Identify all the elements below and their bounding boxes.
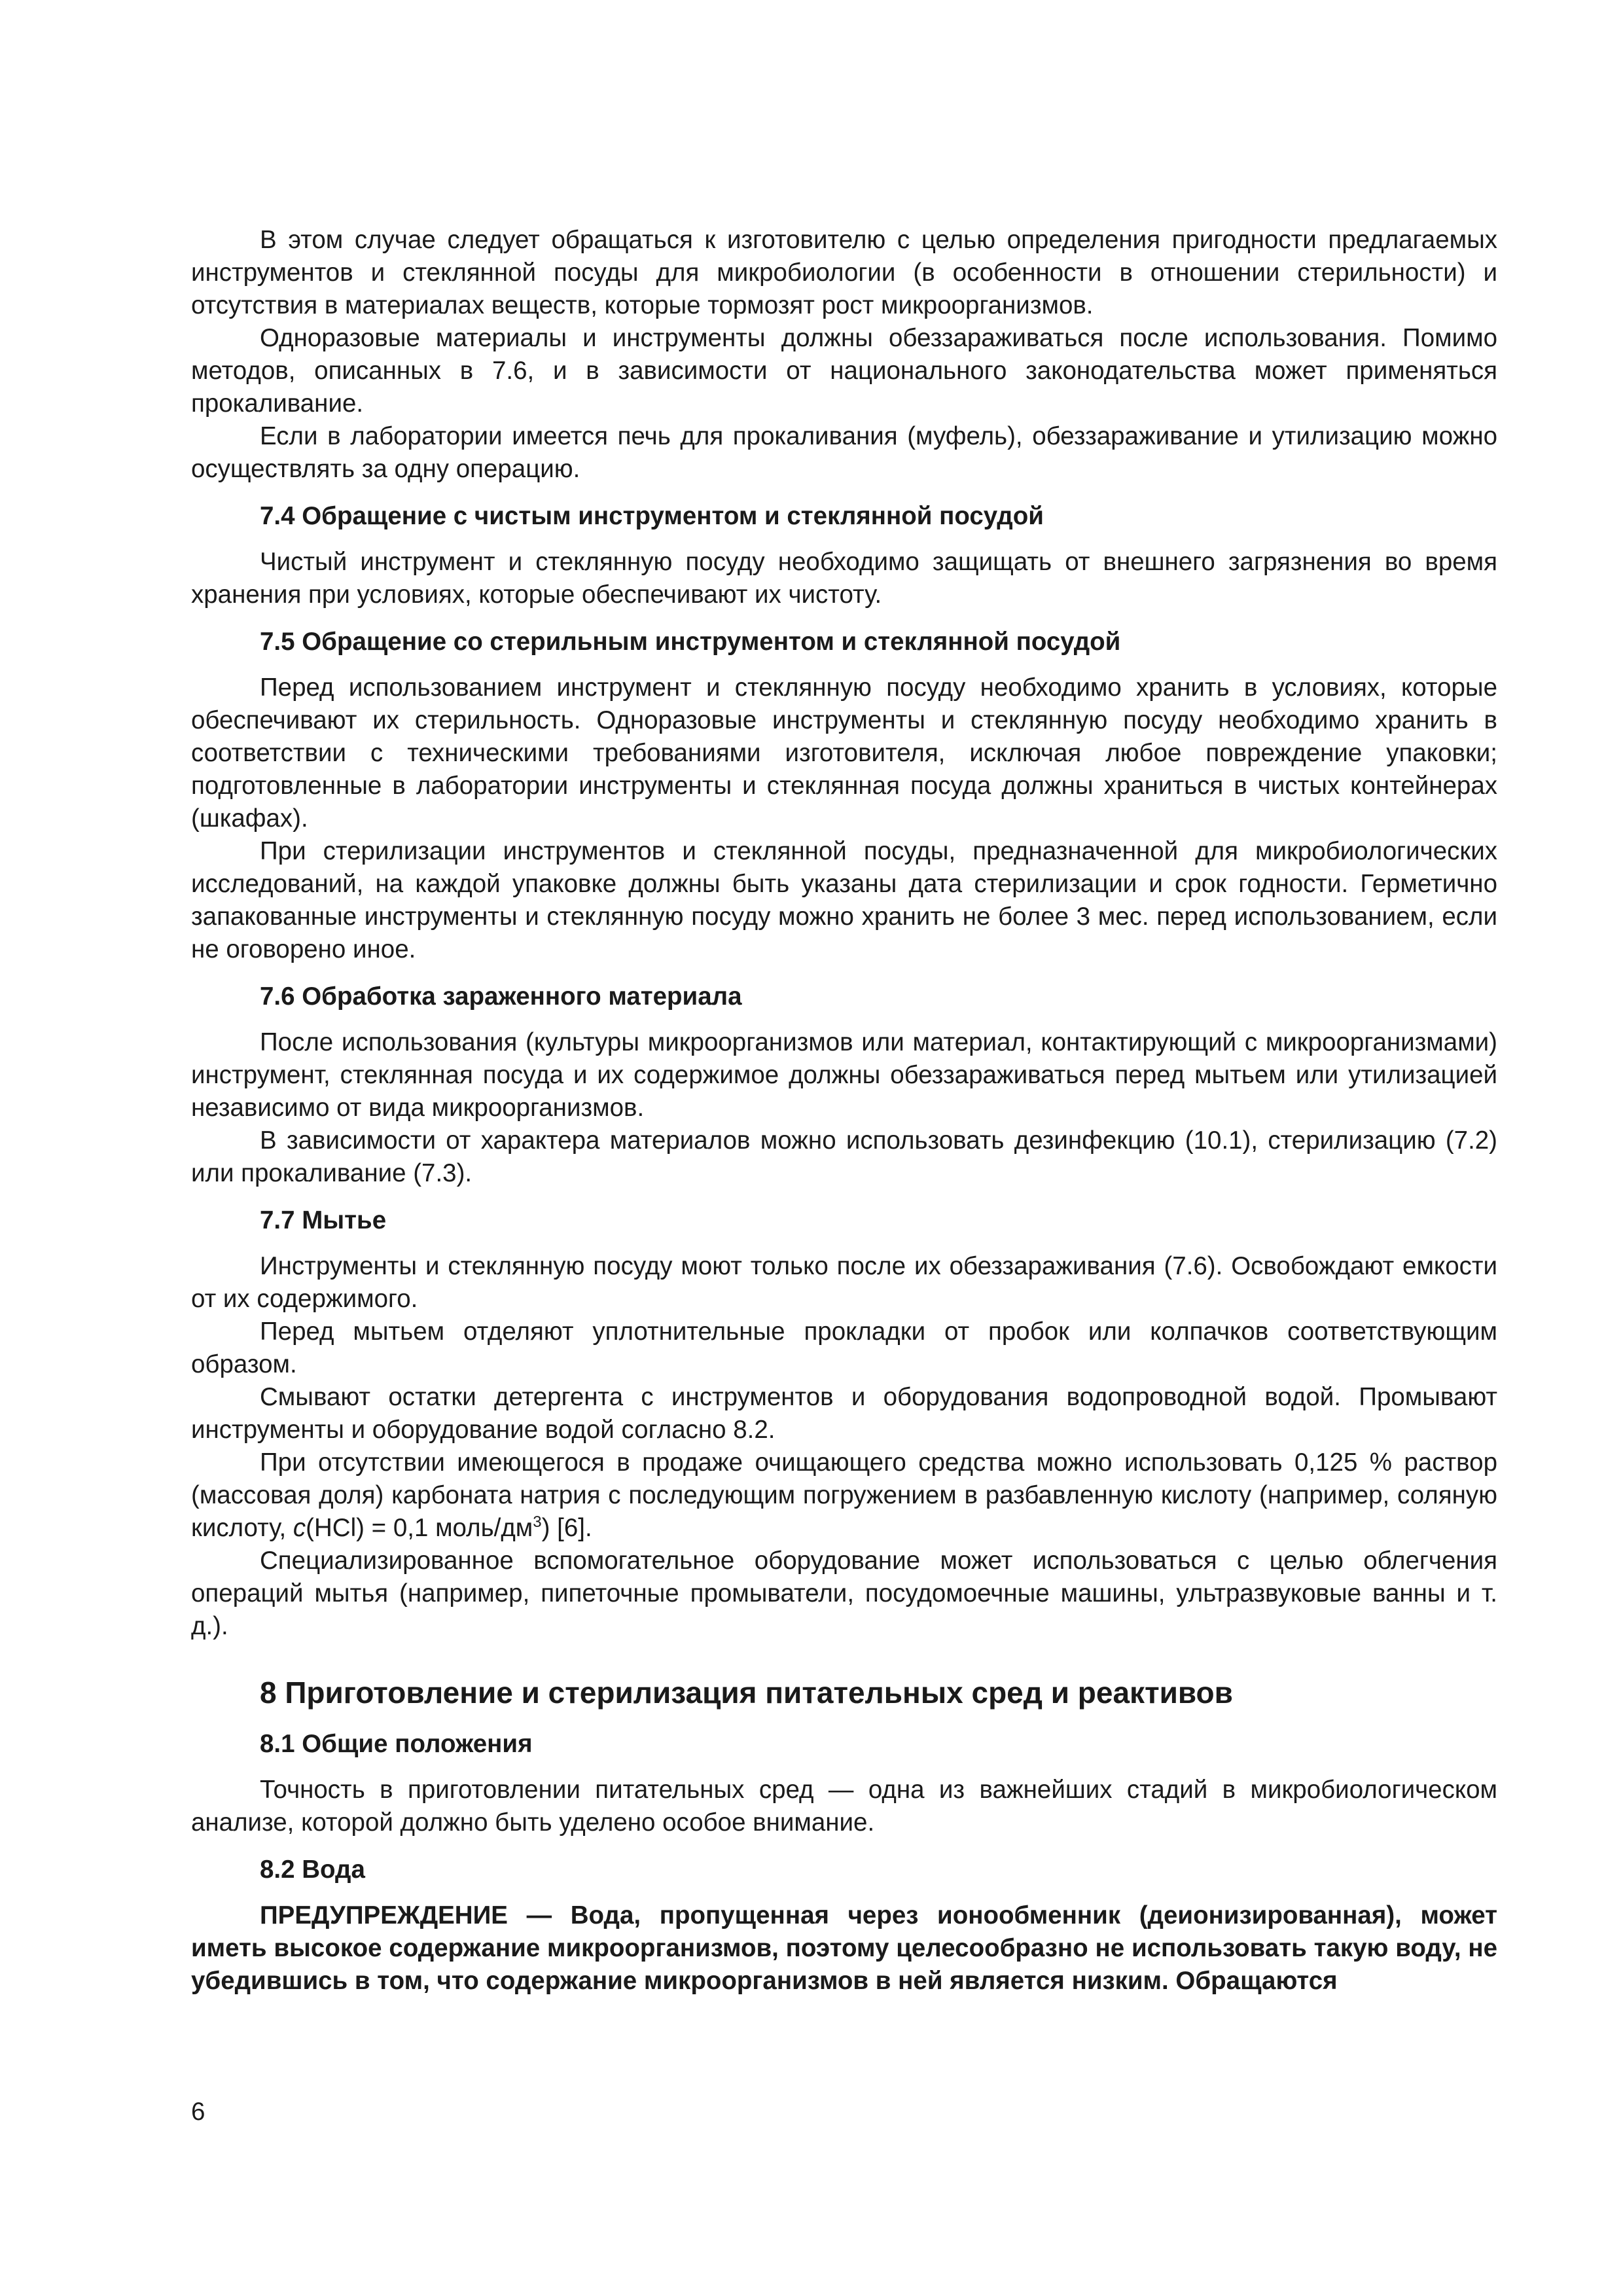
paragraph-7-6-1: После использования (культуры микроорганизмов или материал, контактирующий с микроорганизмами) инструмент, стеклянная посуда и их содержимое должны обеззараживаться перед мытьем или утилизацией независимо от вида микроорганизмов.	[191, 1028, 1497, 1122]
paragraph-7-7-3: Смывают остатки детергента с инструментов и оборудования водопроводной водой. Промывают инструменты и оборудование водой согласно 8.2.	[191, 1383, 1497, 1444]
heading-8-2: 8.2 Вода	[260, 1856, 365, 1884]
page-body	[191, 224, 1497, 1998]
heading-section-8: 8 Приготовление и стерилизация питательных сред и реактивов	[260, 1676, 1233, 1710]
heading-7-7: 7.7 Мытье	[260, 1206, 387, 1234]
heading-7-5: 7.5 Обращение со стерильным инструментом и стеклянной посудой	[260, 628, 1121, 656]
intro-paragraph-1: В этом случае следует обращаться к изготовителю с целью определения пригодности предлагаемых инструментов и стеклянной посуды для микробиологии (в особенности в отношении стерильности) и отсутствия в материалах веществ, которые тормозят рост микроорганизмов.	[191, 226, 1497, 319]
paragraph-7-6-2: В зависимости от характера материалов можно использовать дезинфекцию (10.1), стерилизацию (7.2) или прокаливание (7.3).	[191, 1126, 1497, 1187]
heading-8-1: 8.1 Общие положения	[260, 1730, 533, 1758]
formula-exponent: 3	[533, 1513, 542, 1532]
heading-7-6: 7.6 Обработка зараженного материала	[260, 982, 742, 1011]
paragraph-7-7-5: Специализированное вспомогательное оборудование может использоваться с целью облегчения операций мытья (например, пипеточные промыватели, посудомоечные машины, ультразвуковые ванны и т. д.).	[191, 1547, 1497, 1640]
page-number: 6	[191, 2098, 205, 2126]
paragraph-7-7-1: Инструменты и стеклянную посуду моют только после их обеззараживания (7.6). Освобождают емкости от их содержимого.	[191, 1252, 1497, 1313]
formula-c-symbol: c	[293, 1514, 306, 1542]
formula-text-middle: (HCl) = 0,1 моль/дм	[306, 1514, 533, 1542]
warning-8-2: ПРЕДУПРЕЖДЕНИЕ — Вода, пропущенная через ионообменник (деионизированная), может иметь высокое содержание микроорганизмов, поэтому целесообразно не использовать такую воду, не убедившись в том, что содержание микроорганизмов в ней является низким. Обращаются	[191, 1901, 1497, 1995]
formula-text-before: При отсутствии имеющегося в продаже очищающего средства можно использовать 0,125 % раствор (массовая доля) карбоната натрия с последующим погружением в разбавленную кислоту (например, соляную кислоту,	[191, 1448, 1497, 1542]
intro-paragraph-2: Одноразовые материалы и инструменты должны обеззараживаться после использования. Помимо методов, описанных в 7.6, и в зависимости от национального законодательства может применяться прокаливание.	[191, 324, 1497, 418]
paragraph-7-5-2: При стерилизации инструментов и стеклянной посуды, предназначенной для микробиологических исследований, на каждой упаковке должны быть указаны дата стерилизации и срок годности. Герметично запакованные инструменты и стеклянную посуду можно хранить не более 3 мес. перед использованием, если не оговорено иное.	[191, 837, 1497, 963]
formula-text-after: ) [6].	[541, 1514, 592, 1542]
paragraph-8-1: Точность в приготовлении питательных сред — одна из важнейших стадий в микробиологическом анализе, которой должно быть уделено особое внимание.	[191, 1776, 1497, 1837]
heading-7-4: 7.4 Обращение с чистым инструментом и стеклянной посудой	[260, 502, 1044, 530]
paragraph-7-7-2: Перед мытьем отделяют уплотнительные прокладки от пробок или колпачков соответствующим образом.	[191, 1318, 1497, 1378]
paragraph-7-5-1: Перед использованием инструмент и стеклянную посуду необходимо хранить в условиях, которые обеспечивают их стерильность. Одноразовые инструменты и стеклянную посуду необходимо хранить в соответствии с техническими требованиями изготовителя, исключая любое повреждение упаковки; подготовленные в лаборатории инструменты и стеклянная посуда должны храниться в чистых контейнерах (шкафах).	[191, 673, 1497, 833]
intro-paragraph-3: Если в лаборатории имеется печь для прокаливания (муфель), обеззараживание и утилизацию можно осуществлять за одну операцию.	[191, 422, 1497, 483]
paragraph-7-7-formula	[191, 1446, 1497, 1545]
paragraph-7-4-1: Чистый инструмент и стеклянную посуду необходимо защищать от внешнего загрязнения во время хранения при условиях, которые обеспечивают их чистоту.	[191, 548, 1497, 609]
